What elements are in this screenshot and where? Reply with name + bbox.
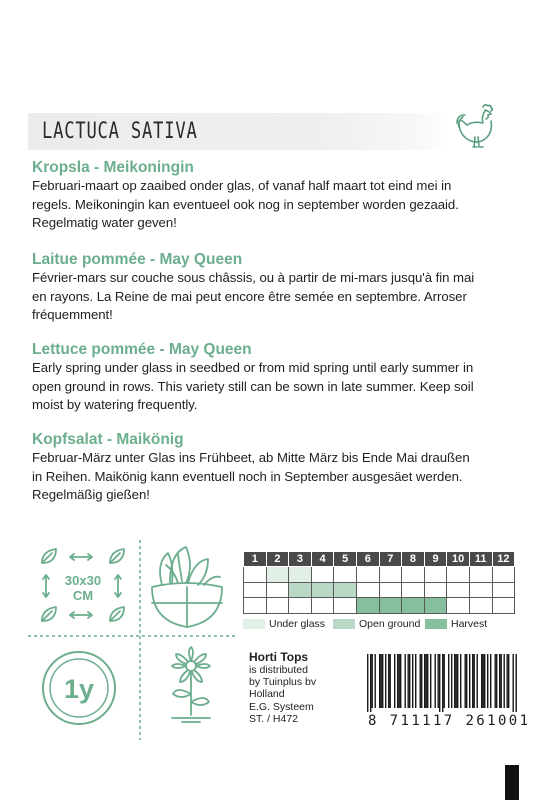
barcode-bar [388, 654, 389, 708]
month-8: 8 [402, 552, 425, 567]
barcode-bar [484, 654, 485, 708]
month-9: 9 [424, 552, 447, 567]
barcode-bar [409, 654, 410, 708]
barcode-bar [438, 654, 439, 708]
calendar-legend [243, 618, 515, 630]
calendar-cell [311, 567, 334, 582]
calendar-cell [424, 598, 447, 613]
barcode-bar [385, 654, 386, 708]
barcode-bar [427, 654, 428, 708]
body-line: Februari-maart op zaaibed onder glas, of vanaf half maart tot eind mei in [32, 178, 452, 193]
barcode-bar [444, 654, 445, 708]
month-12: 12 [492, 552, 515, 567]
section-title: Laitue pommée - May Queen [32, 251, 243, 268]
body-line: fréquemment! [32, 307, 113, 322]
barcode-bar [405, 654, 406, 708]
month-3: 3 [289, 552, 312, 567]
barcode-bar [399, 654, 400, 708]
body-line: Februar-März unter Glas ins Frühbeet, ab Mitte März bis Ende Mai draußen [32, 450, 470, 465]
calendar-cell [402, 582, 425, 597]
calendar-cell [492, 582, 515, 597]
body-line: Regelmatig water geven! [32, 215, 177, 230]
rooster-icon [455, 101, 499, 153]
barcode-bar [400, 654, 401, 708]
section-title: Lettuce pommée - May Queen [32, 341, 252, 358]
calendar-cell [311, 582, 334, 597]
barcode-bar [394, 654, 395, 708]
barcode-bar [382, 654, 383, 708]
spacing-unit: CM [72, 588, 94, 603]
barcode-bar [451, 654, 452, 708]
distributor-line: ST. / H472 [249, 712, 299, 725]
barcode-bar [442, 654, 443, 712]
month-5: 5 [334, 552, 357, 567]
barcode-bar [477, 654, 478, 708]
barcode-bar [397, 654, 398, 708]
under-glass-swatch [243, 619, 265, 629]
calendar-cell [379, 582, 402, 597]
body-line: regels. Meikoningin kan eventueel ook nog in september worden gezaaid. [32, 196, 459, 212]
calendar-cell [266, 598, 289, 613]
edge-mark [505, 765, 519, 800]
body-line: en rayons. La Reine de mai peut encore être semée en septembre. Arroser [32, 288, 467, 304]
calendar-cell [334, 598, 357, 613]
month-1: 1 [244, 552, 267, 567]
open-ground-swatch [333, 619, 355, 629]
distributor-line: is distributed [249, 664, 308, 676]
body-line: open ground in rows. This variety still can be sown in late summer. Keep soil [32, 378, 474, 394]
section-title: Kropsla - Meikoningin [32, 159, 194, 176]
calendar-cell [266, 582, 289, 597]
distributor-line: Holland [249, 688, 285, 701]
calendar-cell [492, 567, 515, 582]
barcode-bar [499, 654, 500, 708]
calendar-cell [244, 582, 267, 597]
barcode-bar [375, 654, 376, 708]
calendar-cell [469, 598, 492, 613]
calendar-table [243, 551, 515, 614]
legend-harvest: Harvest [451, 618, 488, 630]
barcode-bar [474, 654, 475, 708]
distributor-line: by Tuinplus bv [249, 676, 317, 689]
barcode-bar [495, 654, 496, 708]
barcode-bar [367, 654, 368, 712]
calendar-cell [356, 582, 379, 597]
calendar-cell [447, 582, 470, 597]
calendar-cell [379, 598, 402, 613]
month-10: 10 [447, 552, 470, 567]
barcode-bar [412, 654, 413, 708]
flower-icon [158, 646, 224, 732]
barcode-bar [426, 654, 427, 708]
calendar-row-harvest [244, 598, 515, 613]
body-line: in Reihen. Maikönig kann eventuell noch in September ausgesäet werden. [32, 468, 463, 484]
barcode-bar [504, 654, 505, 708]
barcode-bar [421, 654, 422, 708]
body-line: Regelmäßig gießen! [32, 487, 150, 502]
month-6: 6 [356, 552, 379, 567]
species-name: LACTUCA SATIVA [42, 119, 198, 144]
barcode [367, 654, 517, 712]
barcode-bar [430, 654, 431, 708]
sowing-calendar [243, 551, 515, 614]
calendar-cell [311, 598, 334, 613]
calendar-row-under [244, 567, 515, 582]
annual-icon [35, 645, 123, 731]
month-2: 2 [266, 552, 289, 567]
calendar-cell [334, 582, 357, 597]
barcode-bar [372, 654, 373, 708]
barcode-bar [457, 654, 458, 708]
calendar-cell [356, 567, 379, 582]
calendar-cell [469, 567, 492, 582]
barcode-bar [456, 654, 457, 708]
month-11: 11 [469, 552, 492, 567]
calendar-cell [492, 598, 515, 613]
calendar-cell [424, 582, 447, 597]
month-4: 4 [311, 552, 334, 567]
barcode-bar [424, 654, 425, 708]
body-line: moist by watering frequently. [32, 397, 198, 412]
body-line: Early spring under glass in seedbed or from mid spring until early summer in [32, 360, 474, 375]
calendar-cell [244, 567, 267, 582]
section-body [32, 449, 522, 505]
month-7: 7 [379, 552, 402, 567]
barcode-bar [390, 654, 391, 708]
barcode-bar [435, 654, 436, 708]
section-body [32, 269, 522, 325]
calendar-cell [447, 567, 470, 582]
calendar-cell [379, 567, 402, 582]
barcode-bar [483, 654, 484, 708]
brand-name: Horti Tops [249, 650, 309, 664]
barcode-bar [454, 654, 455, 708]
harvest-swatch [425, 619, 447, 629]
species-banner [28, 113, 448, 150]
calendar-cell [289, 567, 312, 582]
barcode-bar [370, 654, 371, 712]
barcode-bar [501, 654, 502, 708]
barcode-bar [466, 654, 467, 708]
section-body [32, 359, 522, 415]
calendar-cell [402, 567, 425, 582]
barcode-bar [496, 654, 497, 708]
barcode-bar [469, 654, 470, 708]
section-body [32, 177, 522, 233]
calendar-header-row [244, 552, 515, 567]
barcode-bar [472, 654, 473, 708]
lifecycle-label: 1y [63, 674, 95, 704]
barcode-bar [481, 654, 482, 708]
barcode-bar [460, 654, 461, 708]
section-german [32, 430, 522, 505]
barcode-bar [439, 654, 440, 712]
calendar-cell [469, 582, 492, 597]
calendar-row-open [244, 582, 515, 597]
barcode-bar [381, 654, 382, 708]
body-line: Février-mars sur couche sous châssis, ou à partir de mi-mars jusqu'à fin mai [32, 270, 475, 285]
calendar-cell [356, 598, 379, 613]
section-dutch [32, 158, 522, 233]
barcode-bar [516, 654, 517, 712]
distributor-info [249, 650, 359, 725]
lettuce-harvest-icon [148, 543, 226, 631]
barcode-number: 8 711117 261001 [368, 713, 531, 729]
barcode-bar [379, 654, 380, 708]
section-title: Kopfsalat - Maikönig [32, 431, 184, 448]
calendar-cell [424, 567, 447, 582]
barcode-bar [508, 654, 509, 708]
barcode-bar [420, 654, 421, 708]
barcode-bar [507, 654, 508, 708]
calendar-cell [334, 567, 357, 582]
barcode-bar [465, 654, 466, 708]
distributor-line: E.G. Systeem [249, 700, 314, 713]
legend-open-ground: Open ground [359, 618, 421, 630]
calendar-cell [289, 582, 312, 597]
section-french [32, 250, 522, 325]
barcode-bar [448, 654, 449, 708]
barcode-bar [408, 654, 409, 708]
barcode-bar [490, 654, 491, 708]
spacing-value: 30x30 [64, 573, 102, 588]
barcode-bar [487, 654, 488, 708]
legend-under-glass: Under glass [269, 618, 326, 630]
calendar-cell [266, 567, 289, 582]
calendar-cell [289, 598, 312, 613]
barcode-bar [415, 654, 416, 708]
calendar-cell [402, 598, 425, 613]
calendar-cell [244, 598, 267, 613]
barcode-bar [513, 654, 514, 712]
calendar-cell [447, 598, 470, 613]
section-english [32, 340, 522, 415]
